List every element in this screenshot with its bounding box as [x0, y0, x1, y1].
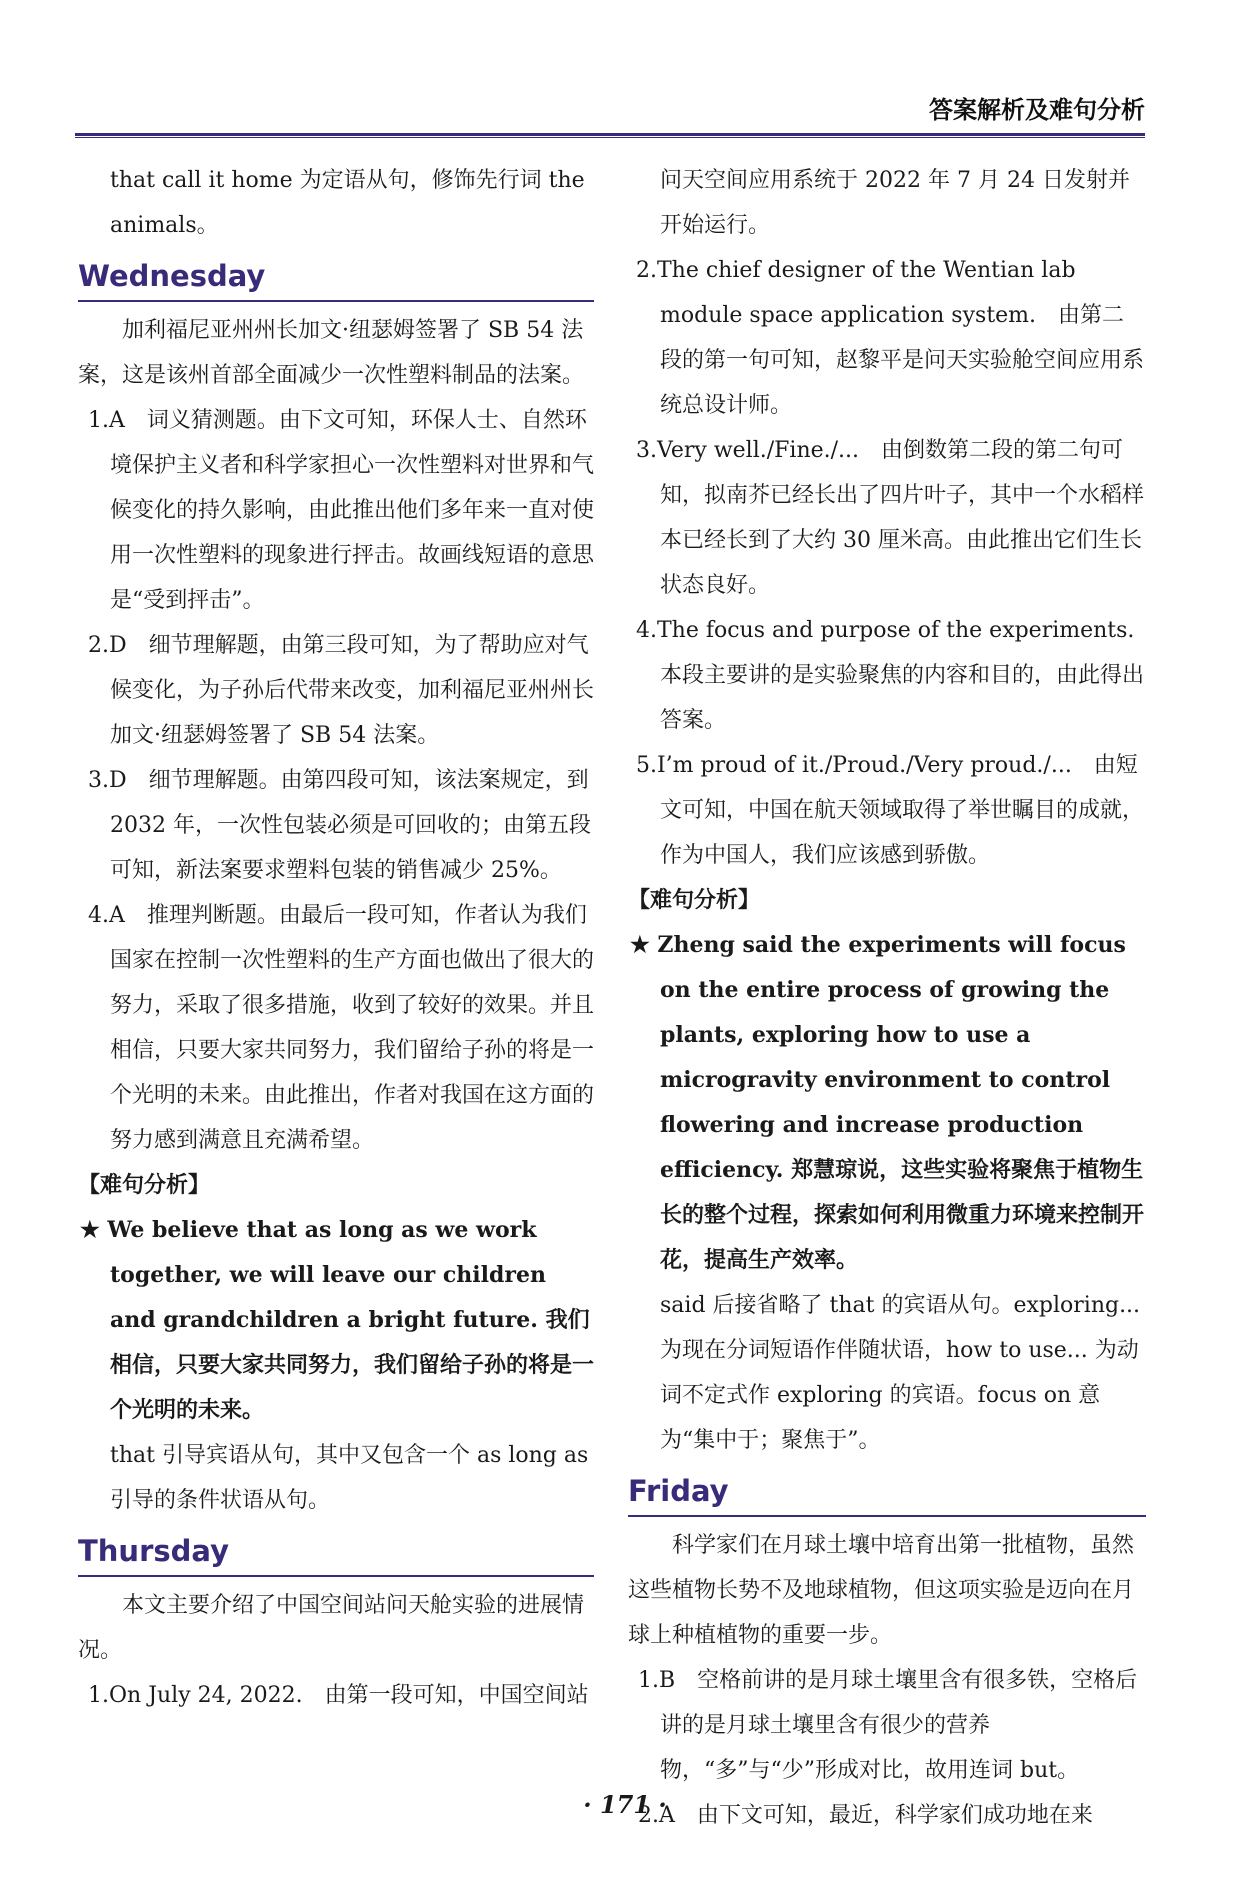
difficult-sentence — [628, 923, 1146, 1283]
section-heading-thursday: Thursday — [78, 1529, 594, 1577]
answer-item: 1.B 空格前讲的是月球土壤里含有很多铁，空格后讲的是月球土壤里含有很少的营养物，“多”与“少”形成对比，故用连词 but。 — [638, 1668, 1138, 1783]
answer-item: 1.On July 24, 2022. 由第一段可知，中国空间站 — [88, 1683, 589, 1708]
answer-item: 2.D 细节理解题，由第三段可知，为了帮助应对气候变化，为子孙后代带来改变，加利福尼亚州州长加文·纽瑟姆签署了 SB 54 法案。 — [88, 633, 595, 748]
answer-item: 3.D 细节理解题。由第四段可知，该法案规定，到 2032 年，一次性包装必须是可回收的；由第五段可知，新法案要求塑料包装的销售减少 25%。 — [88, 768, 591, 883]
section-heading-friday: Friday — [628, 1469, 1146, 1517]
answer-item: 2.A 由下文可知，最近，科学家们成功地在来 — [638, 1803, 1093, 1828]
section-summary: 科学家们在月球土壤中培育出第一批植物，虽然这些植物长势不及地球植物，但这项实验是迈向在月球上种植植物的重要一步。 — [628, 1533, 1135, 1648]
section-heading-wednesday: Wednesday — [78, 254, 594, 302]
answer-item: 3.Very well./Fine./... 由倒数第二段的第二句可知，拟南芥已经长出了四片叶子，其中一个水稻样本已经长到了大约 30 厘米高。由此推出它们生长状态良好。 — [636, 438, 1145, 598]
difficult-sentence — [78, 1208, 594, 1433]
analysis-tag: 【难句分析】 — [628, 888, 761, 913]
intro-line: animals。 — [110, 213, 219, 238]
sentence-explanation: said 后接省略了 that 的宾语从句。exploring... 为现在分词短语作伴随状语，how to use... 为动词不定式作 exploring 的宾语。focus on 意为“集中于；聚焦于”。 — [660, 1293, 1141, 1453]
left-column — [78, 158, 594, 1718]
section-summary: 本文主要介绍了中国空间站问天舱实验的进展情况。 — [78, 1593, 585, 1663]
answer-item: 5.I’m proud of it./Proud./Very proud./... 由短文可知，中国在航天领域取得了举世瞩目的成就，作为中国人，我们应该感到骄傲。 — [636, 753, 1145, 868]
intro-line: that call it home 为定语从句，修饰先行词 the — [110, 168, 585, 193]
answer-item: 1.A 词义猜测题。由下文可知，环保人士、自然环境保护主义者和科学家担心一次性塑料对世界和气候变化的持久影响，由此推出他们多年来一直对使用一次性塑料的现象进行抨击。故画线短语的意思是“受到抨击”。 — [88, 408, 595, 613]
right-column — [628, 158, 1157, 1838]
header-rule — [75, 133, 1145, 138]
analysis-tag: 【难句分析】 — [78, 1173, 211, 1198]
star-icon: ★ — [630, 932, 650, 958]
page-header — [75, 90, 1145, 138]
section-summary: 加利福尼亚州州长加文·纽瑟姆签署了 SB 54 法案，这是该州首部全面减少一次性塑料制品的法案。 — [78, 318, 585, 388]
star-icon: ★ — [80, 1217, 100, 1243]
answer-item: 4.A 推理判断题。由最后一段可知，作者认为我们国家在控制一次性塑料的生产方面也做出了很大的努力，采取了很多措施，收到了较好的效果。并且相信，只要大家共同努力，我们留给子孙的将是一个光明的未来。由此推出，作者对我国在这方面的努力感到满意且充满希望。 — [88, 903, 595, 1153]
answer-item: 2.The chief designer of the Wentian lab module space application system. 由第二段的第一句可知，赵黎平是问天实验舱空间应用系统总设计师。 — [636, 258, 1145, 418]
header-title: 答案解析及难句分析 — [929, 96, 1145, 124]
page-number: · 171 · — [583, 1790, 667, 1819]
answer-item: 4.The focus and purpose of the experiments. 本段主要讲的是实验聚焦的内容和目的，由此得出答案。 — [636, 618, 1157, 733]
sentence-explanation: that 引导宾语从句，其中又包含一个 as long as 引导的条件状语从句。 — [110, 1443, 589, 1513]
sentence-text: Zheng said the experiments will focus on the entire process of growing the plants, exploring how to use a microgravity environment to control flowering and increase production efficiency. 郑慧琼说，这些实验将聚焦于植物生长的整个过程，探索如何利用微重力环境来控制开花，提高生产效率。 — [657, 932, 1145, 1273]
sentence-text: We believe that as long as we work together, we will leave our children and grandchildren a bright future. 我们相信，只要大家共同努力，我们留给子孙的将是一个光明的未来。 — [107, 1217, 595, 1423]
continued-line: 问天空间应用系统于 2022 年 7 月 24 日发射并开始运行。 — [660, 168, 1130, 238]
